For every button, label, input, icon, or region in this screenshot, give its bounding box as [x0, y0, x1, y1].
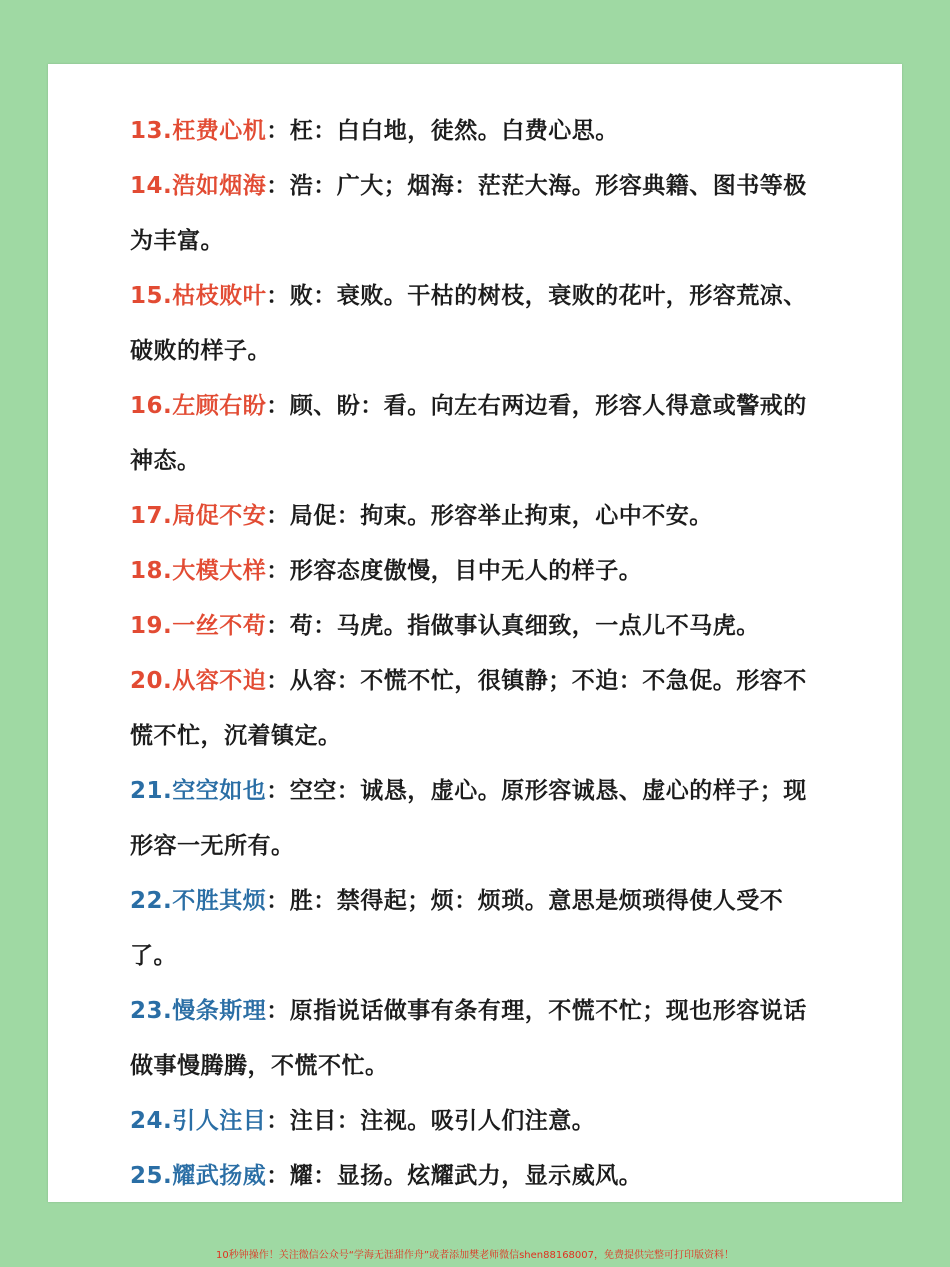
- entry-number: 17.: [130, 503, 173, 529]
- separator: ：: [266, 503, 290, 529]
- separator: ：: [266, 668, 290, 694]
- idiom-definition: 败：衰败。干枯的树枝，衰败的花叶，形容荒凉、破败的样子。: [130, 283, 807, 364]
- entry-number: 13.: [130, 118, 173, 144]
- idiom-term: 引人注目: [172, 1108, 267, 1134]
- document-card: [48, 64, 902, 1202]
- idiom-term: 耀武扬威: [172, 1163, 267, 1189]
- entry-number: 23.: [130, 998, 173, 1024]
- idiom-term: 枯枝败叶: [172, 283, 267, 309]
- entry-number: 18.: [130, 558, 173, 584]
- idiom-entry-23: [130, 984, 830, 1094]
- idiom-term: 不胜其烦: [172, 888, 267, 914]
- entry-number: 20.: [130, 668, 173, 694]
- idiom-term: 枉费心机: [172, 118, 267, 144]
- idiom-definition: 原指说话做事有条有理，不慌不忙；现也形容说话做事慢腾腾，不慌不忙。: [130, 998, 807, 1079]
- idiom-list: [130, 104, 830, 1204]
- separator: ：: [266, 998, 290, 1024]
- idiom-definition: 耀：显扬。炫耀武力，显示威风。: [289, 1163, 643, 1189]
- separator: ：: [266, 778, 290, 804]
- entry-number: 24.: [130, 1108, 173, 1134]
- idiom-definition: 注目：注视。吸引人们注意。: [289, 1108, 596, 1134]
- idiom-term: 一丝不苟: [172, 613, 267, 639]
- separator: ：: [266, 558, 290, 584]
- idiom-entry-15: [130, 269, 830, 379]
- separator: ：: [266, 1108, 290, 1134]
- entry-number: 21.: [130, 778, 173, 804]
- idiom-definition: 浩：广大；烟海：茫茫大海。形容典籍、图书等极为丰富。: [130, 173, 807, 254]
- idiom-entry-14: [130, 159, 830, 269]
- separator: ：: [266, 393, 290, 419]
- idiom-entry-24: [130, 1094, 830, 1149]
- idiom-definition: 局促：拘束。形容举止拘束，心中不安。: [289, 503, 713, 529]
- idiom-term: 浩如烟海: [172, 173, 267, 199]
- separator: ：: [266, 173, 290, 199]
- separator: ：: [266, 1163, 290, 1189]
- separator: ：: [266, 888, 290, 914]
- idiom-term: 左顾右盼: [172, 393, 267, 419]
- idiom-term: 大模大样: [172, 558, 267, 584]
- idiom-entry-22: [130, 874, 830, 984]
- footer-notice: 10秒钟操作！关注微信公众号“学海无涯甜作舟”或者添加樊老师微信shen88168007，免费提供完整可打印版资料！: [215, 1250, 735, 1261]
- idiom-definition: 苟：马虎。指做事认真细致，一点儿不马虎。: [289, 613, 760, 639]
- entry-number: 25.: [130, 1163, 173, 1189]
- idiom-definition: 形容态度傲慢，目中无人的样子。: [289, 558, 643, 584]
- idiom-term: 从容不迫: [172, 668, 267, 694]
- separator: ：: [266, 613, 290, 639]
- entry-number: 16.: [130, 393, 173, 419]
- entry-number: 15.: [130, 283, 173, 309]
- idiom-term: 局促不安: [172, 503, 267, 529]
- idiom-entry-16: [130, 379, 830, 489]
- idiom-entry-19: [130, 599, 830, 654]
- idiom-definition: 从容：不慌不忙，很镇静；不迫：不急促。形容不慌不忙，沉着镇定。: [130, 668, 807, 749]
- separator: ：: [266, 118, 290, 144]
- entry-number: 14.: [130, 173, 173, 199]
- entry-number: 19.: [130, 613, 173, 639]
- idiom-entry-18: [130, 544, 830, 599]
- separator: ：: [266, 283, 290, 309]
- idiom-definition: 顾、盼：看。向左右两边看，形容人得意或警戒的神态。: [130, 393, 807, 474]
- idiom-definition: 枉：白白地，徒然。白费心思。: [289, 118, 619, 144]
- idiom-entry-25: [130, 1149, 830, 1204]
- idiom-definition: 胜：禁得起；烦：烦琐。意思是烦琐得使人受不了。: [130, 888, 784, 969]
- idiom-entry-21: [130, 764, 830, 874]
- idiom-entry-13: [130, 104, 830, 159]
- idiom-term: 慢条斯理: [172, 998, 267, 1024]
- idiom-entry-20: [130, 654, 830, 764]
- idiom-term: 空空如也: [172, 778, 267, 804]
- entry-number: 22.: [130, 888, 173, 914]
- idiom-entry-17: [130, 489, 830, 544]
- idiom-definition: 空空：诚恳，虚心。原形容诚恳、虚心的样子；现形容一无所有。: [130, 778, 807, 859]
